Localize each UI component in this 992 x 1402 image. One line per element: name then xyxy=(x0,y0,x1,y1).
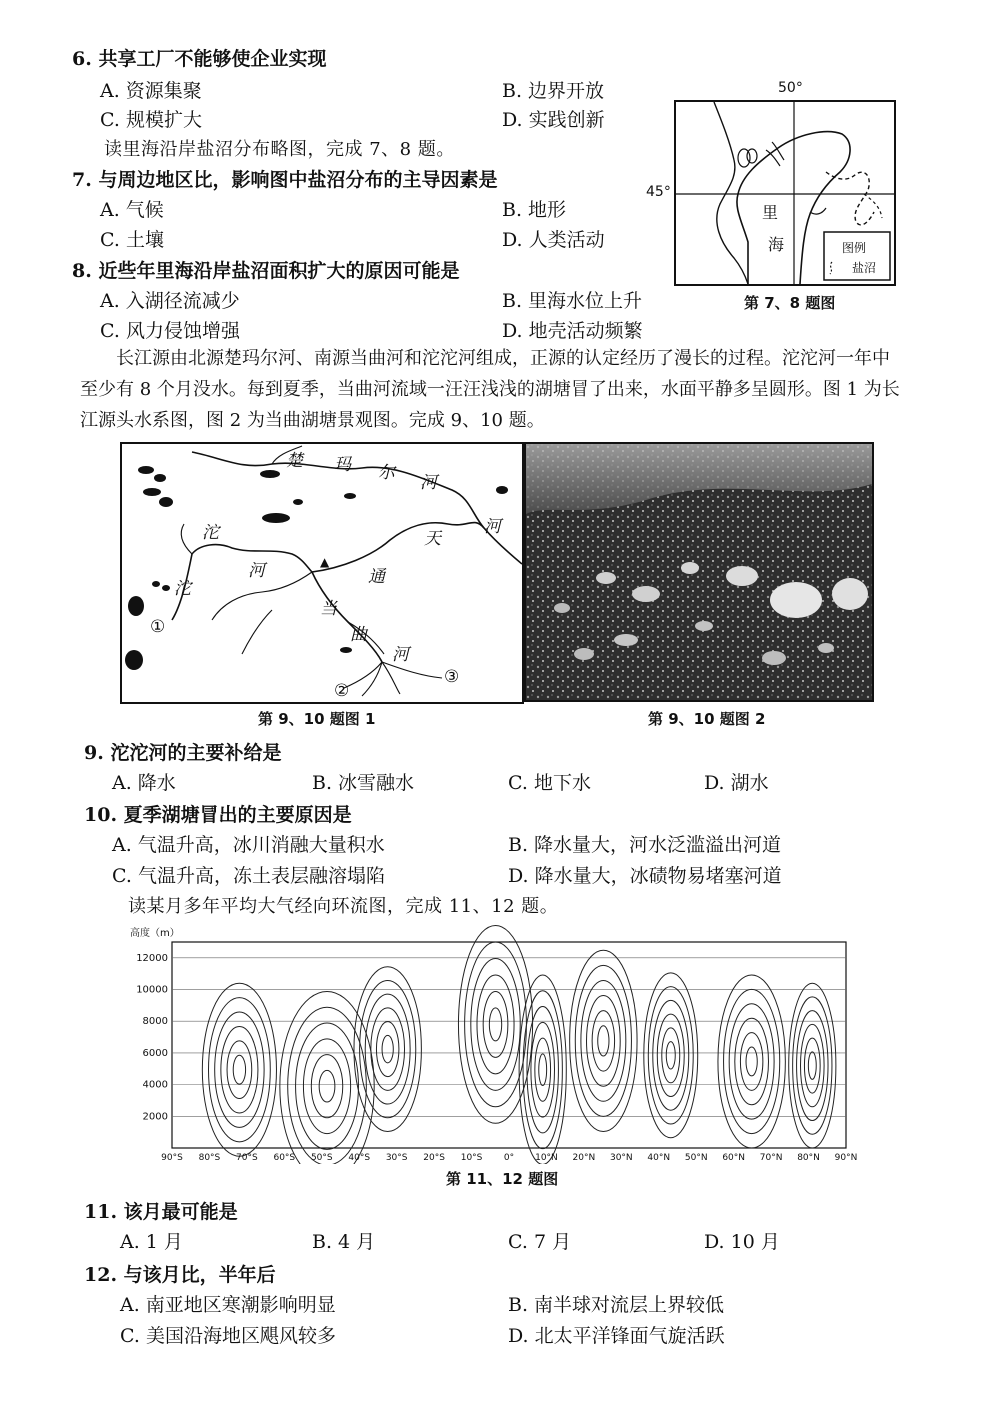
legend-title: 图例 xyxy=(842,241,867,255)
x-tick-label: 10°N xyxy=(535,1153,558,1163)
legend-item: 盐沼 xyxy=(852,261,877,275)
q9-stem: 9. 沱沱河的主要补给是 xyxy=(84,742,282,764)
q12-option-d[interactable]: D. 北太平洋锋面气旋活跃 xyxy=(508,1325,725,1347)
yangtze-source-river-map xyxy=(120,442,524,704)
x-tick-label: 70°N xyxy=(759,1153,783,1163)
label-dang: 当 xyxy=(320,599,337,619)
intro-9-10: 长江源由北源楚玛尔河、南源当曲河和沱沱河组成，正源的认定经历了漫长的过程。沱沱河一年中至少有 8 个月没水。每到夏季，当曲河流域一汪汪浅浅的湖塘冒了出来，水面平静多呈圆形。图 1 为长江源头水系图，图 2 为当曲湖塘景观图。完成 9、10 题。 xyxy=(80,348,900,431)
chart-ylabel: 高度（m） xyxy=(130,928,180,939)
q11-option-b[interactable]: B. 4 月 xyxy=(312,1231,376,1253)
marker-3: ③ xyxy=(444,667,460,687)
caption-9-10-fig2: 第 9、10 题图 2 xyxy=(648,710,766,728)
label-tuo-1: 沱 xyxy=(202,523,219,543)
x-tick-label: 50°S xyxy=(310,1153,333,1163)
y-tick-label: 6000 xyxy=(142,1047,168,1059)
q6-option-b[interactable]: B. 边界开放 xyxy=(502,80,605,102)
x-tick-label: 80°S xyxy=(198,1153,221,1163)
q6-option-a[interactable]: A. 资源集聚 xyxy=(100,80,202,102)
q6-option-c[interactable]: C. 规模扩大 xyxy=(100,109,202,131)
q7-option-a[interactable]: A. 气候 xyxy=(100,199,164,221)
label-qu: 曲 xyxy=(350,625,367,645)
dangqu-lake-photo xyxy=(524,442,874,702)
q7-stem: 7. 与周边地区比，影响图中盐沼分布的主导因素是 xyxy=(72,169,498,191)
caspian-salt-marsh-map xyxy=(674,100,896,286)
x-tick-label: 50°N xyxy=(684,1153,708,1163)
label-er: 尔 xyxy=(378,463,395,483)
q8-option-b[interactable]: B. 里海水位上升 xyxy=(502,290,643,312)
q10-stem: 10. 夏季湖塘冒出的主要原因是 xyxy=(84,804,352,826)
y-tick-label: 4000 xyxy=(142,1079,168,1091)
x-tick-label: 60°N xyxy=(722,1153,746,1163)
label-ma: 玛 xyxy=(334,455,351,475)
caspian-map-svg xyxy=(676,102,894,284)
q9-option-c[interactable]: C. 地下水 xyxy=(508,772,591,794)
caption-11-12: 第 11、12 题图 xyxy=(446,1170,559,1188)
q9-option-a[interactable]: A. 降水 xyxy=(112,772,176,794)
q7-option-d[interactable]: D. 人类活动 xyxy=(502,229,605,251)
x-tick-label: 0° xyxy=(503,1153,515,1163)
q7-option-b[interactable]: B. 地形 xyxy=(502,199,567,221)
q11-stem: 11. 该月最可能是 xyxy=(84,1201,238,1223)
x-tick-label: 30°N xyxy=(609,1153,633,1163)
label-tong: 通 xyxy=(368,567,385,587)
x-tick-label: 70°S xyxy=(236,1153,258,1163)
q7-option-c[interactable]: C. 土壤 xyxy=(100,229,164,251)
y-tick-label: 2000 xyxy=(142,1111,168,1123)
y-tick-label: 12000 xyxy=(136,952,168,964)
y-tick-label: 8000 xyxy=(142,1016,168,1028)
lake-photo-svg xyxy=(526,444,872,700)
q12-option-c[interactable]: C. 美国沿海地区飓风较多 xyxy=(120,1325,336,1347)
x-tick-label: 60°S xyxy=(273,1153,296,1163)
label-he-2: 河 xyxy=(484,517,501,537)
label-he-4: 河 xyxy=(248,561,265,581)
x-tick-label: 40°S xyxy=(348,1153,371,1163)
caption-7-8: 第 7、8 题图 xyxy=(744,294,836,312)
lon-label: 50° xyxy=(778,80,803,96)
intro-7-8: 读里海沿岸盐沼分布略图，完成 7、8 题。 xyxy=(104,139,455,160)
x-tick-label: 40°N xyxy=(647,1153,671,1163)
label-tuo-2: 沱 xyxy=(174,579,191,599)
circulation-chart-svg xyxy=(130,924,870,1164)
q10-option-c[interactable]: C. 气温升高，冻土表层融溶塌陷 xyxy=(112,865,385,887)
label-he-3: 河 xyxy=(392,645,409,665)
q8-option-c[interactable]: C. 风力侵蚀增强 xyxy=(100,320,240,342)
q11-option-c[interactable]: C. 7 月 xyxy=(508,1231,572,1253)
q6-stem: 6. 共享工厂不能够使企业实现 xyxy=(72,48,327,70)
q10-option-b[interactable]: B. 降水量大，河水泛滥溢出河道 xyxy=(508,834,782,856)
q12-option-a[interactable]: A. 南亚地区寒潮影响明显 xyxy=(120,1294,336,1316)
river-map-svg xyxy=(122,444,522,702)
intro-11-12: 读某月多年平均大气经向环流图，完成 11、12 题。 xyxy=(128,896,559,917)
x-tick-label: 30°S xyxy=(385,1153,408,1163)
q9-option-b[interactable]: B. 冰雪融水 xyxy=(312,772,415,794)
lat-label: 45° xyxy=(646,184,671,200)
q12-stem: 12. 与该月比，半年后 xyxy=(84,1264,276,1286)
x-tick-label: 90°S xyxy=(161,1153,183,1163)
q8-stem: 8. 近些年里海沿岸盐沼面积扩大的原因可能是 xyxy=(72,260,460,282)
q8-option-a[interactable]: A. 入湖径流减少 xyxy=(100,290,240,312)
x-tick-label: 20°S xyxy=(423,1153,445,1163)
svg-text:▲: ▲ xyxy=(320,555,330,569)
x-tick-label: 80°N xyxy=(797,1153,820,1163)
x-tick-label: 90°N xyxy=(834,1153,858,1163)
q10-option-d[interactable]: D. 降水量大，冰碛物易堵塞河道 xyxy=(508,865,782,887)
sea-char-1: 里 xyxy=(762,203,779,222)
q9-option-d[interactable]: D. 湖水 xyxy=(704,772,769,794)
x-tick-label: 20°N xyxy=(572,1153,596,1163)
y-tick-label: 10000 xyxy=(136,984,168,996)
meridional-circulation-chart xyxy=(130,924,870,1164)
q11-option-d[interactable]: D. 10 月 xyxy=(704,1231,780,1253)
marker-1: ① xyxy=(150,617,166,637)
q10-option-a[interactable]: A. 气温升高，冰川消融大量积水 xyxy=(112,834,385,856)
x-tick-label: 10°S xyxy=(460,1153,483,1163)
label-tian: 天 xyxy=(424,529,441,549)
q12-option-b[interactable]: B. 南半球对流层上界较低 xyxy=(508,1294,725,1316)
caption-9-10-fig1: 第 9、10 题图 1 xyxy=(258,710,376,728)
q11-option-a[interactable]: A. 1 月 xyxy=(120,1231,183,1253)
sea-char-2: 海 xyxy=(768,235,785,254)
label-chu: 楚 xyxy=(286,451,303,471)
q6-option-d[interactable]: D. 实践创新 xyxy=(502,109,605,131)
q8-option-d[interactable]: D. 地壳活动频繁 xyxy=(502,320,643,342)
marker-2: ② xyxy=(334,681,350,701)
label-he-1: 河 xyxy=(420,473,437,493)
